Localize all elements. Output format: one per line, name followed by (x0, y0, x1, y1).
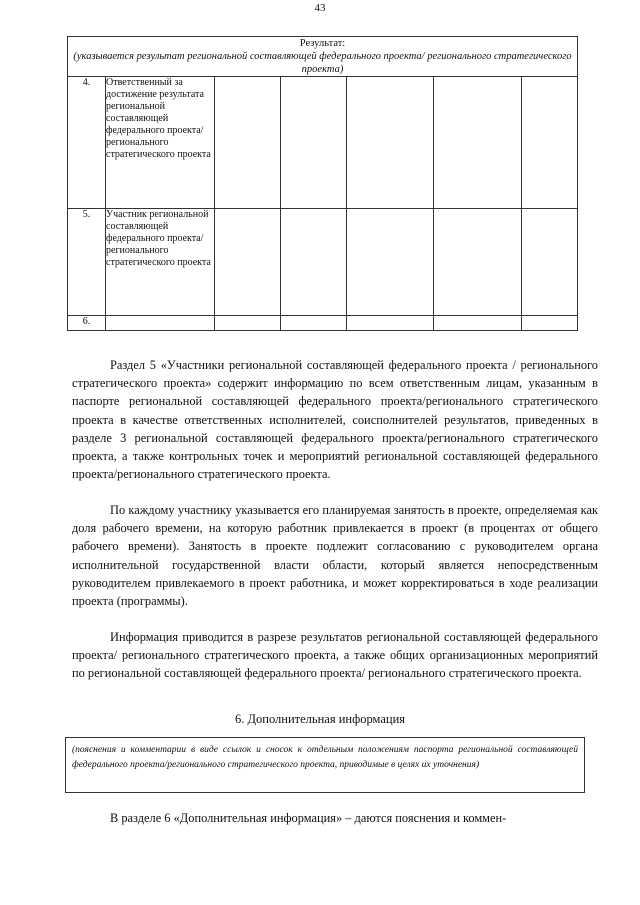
empty-cell (347, 209, 434, 316)
empty-cell (281, 316, 347, 331)
row-number: 5. (68, 209, 106, 316)
empty-cell (522, 209, 578, 316)
paragraph-section5: Раздел 5 «Участники региональной составляющей федерального проекта / регионального стратегического проекта» содержит информацию по всем ответственным лицам, указанным в паспорте региональной составляющей федерального проекта/регионального стратегического проекта в качестве ответственных исполнителей, соисполнителей результатов, приведенных в разделе 3 региональной составляющей федерального проекта/регионального стратегического проекта, а также контрольных точек и мероприятий региональной составляющей федерального проекта/регионального стратегического проекта. (72, 358, 598, 482)
section-6-note-box (65, 737, 585, 793)
empty-cell (522, 77, 578, 209)
empty-cell (215, 209, 281, 316)
section-6-note: (пояснения и комментарии в виде ссылок и сносок к отдельным положениям паспорта региональной составляющей федерального проекта/регионального стратегического проекта, приводимые в целях их уточнения) (72, 745, 578, 770)
page-number: 43 (314, 2, 326, 14)
result-header-row (68, 37, 578, 77)
row-number: 4. (68, 77, 106, 209)
row-number: 6. (68, 316, 106, 331)
empty-cell (522, 316, 578, 331)
table-row (68, 77, 578, 209)
paragraph-breakdown: Информация приводится в разрезе результатов региональной составляющей федерального проекта/ регионального стратегического проекта, а также общих организационных мероприятий по региональной составляющей федерального проекта/ регионального стратегического проекта. (72, 630, 598, 681)
empty-cell (434, 209, 522, 316)
row-label: Участник региональной составляющей федерального проекта/ регионального стратегического проекта (106, 209, 215, 316)
section-6-intro: В разделе 6 «Дополнительная информация» – даются пояснения и коммен- (110, 811, 507, 825)
result-table (67, 36, 578, 331)
result-header-cell (68, 37, 578, 77)
empty-cell (281, 77, 347, 209)
section-6-title: 6. Дополнительная информация (234, 712, 406, 726)
row-label (106, 316, 215, 331)
empty-cell (434, 316, 522, 331)
table-row (68, 316, 578, 331)
empty-cell (347, 316, 434, 331)
empty-cell (281, 209, 347, 316)
empty-cell (215, 77, 281, 209)
result-header-note: (указывается результат региональной составляющей федерального проекта/ регионального стратегического проекта) (73, 51, 572, 75)
row-label: Ответственный за достижение результата региональной составляющей федерального проекта/ регионального стратегического проекта (106, 77, 215, 209)
result-header-title: Результат: (299, 38, 346, 49)
empty-cell (347, 77, 434, 209)
table-row (68, 209, 578, 316)
empty-cell (434, 77, 522, 209)
paragraph-employment: По каждому участнику указывается его планируемая занятость в проекте, определяемая как доля рабочего времени, на которую работник привлекается в проект (в процентах от общего рабочего времени). Занятость в проекте подлежит согласованию с руководителем органа исполнительной государственной власти области, который является непосредственным руководителем привлекаемого в проект работника, и может корректироваться в ходе реализации проекта (программы). (72, 503, 598, 609)
empty-cell (215, 316, 281, 331)
